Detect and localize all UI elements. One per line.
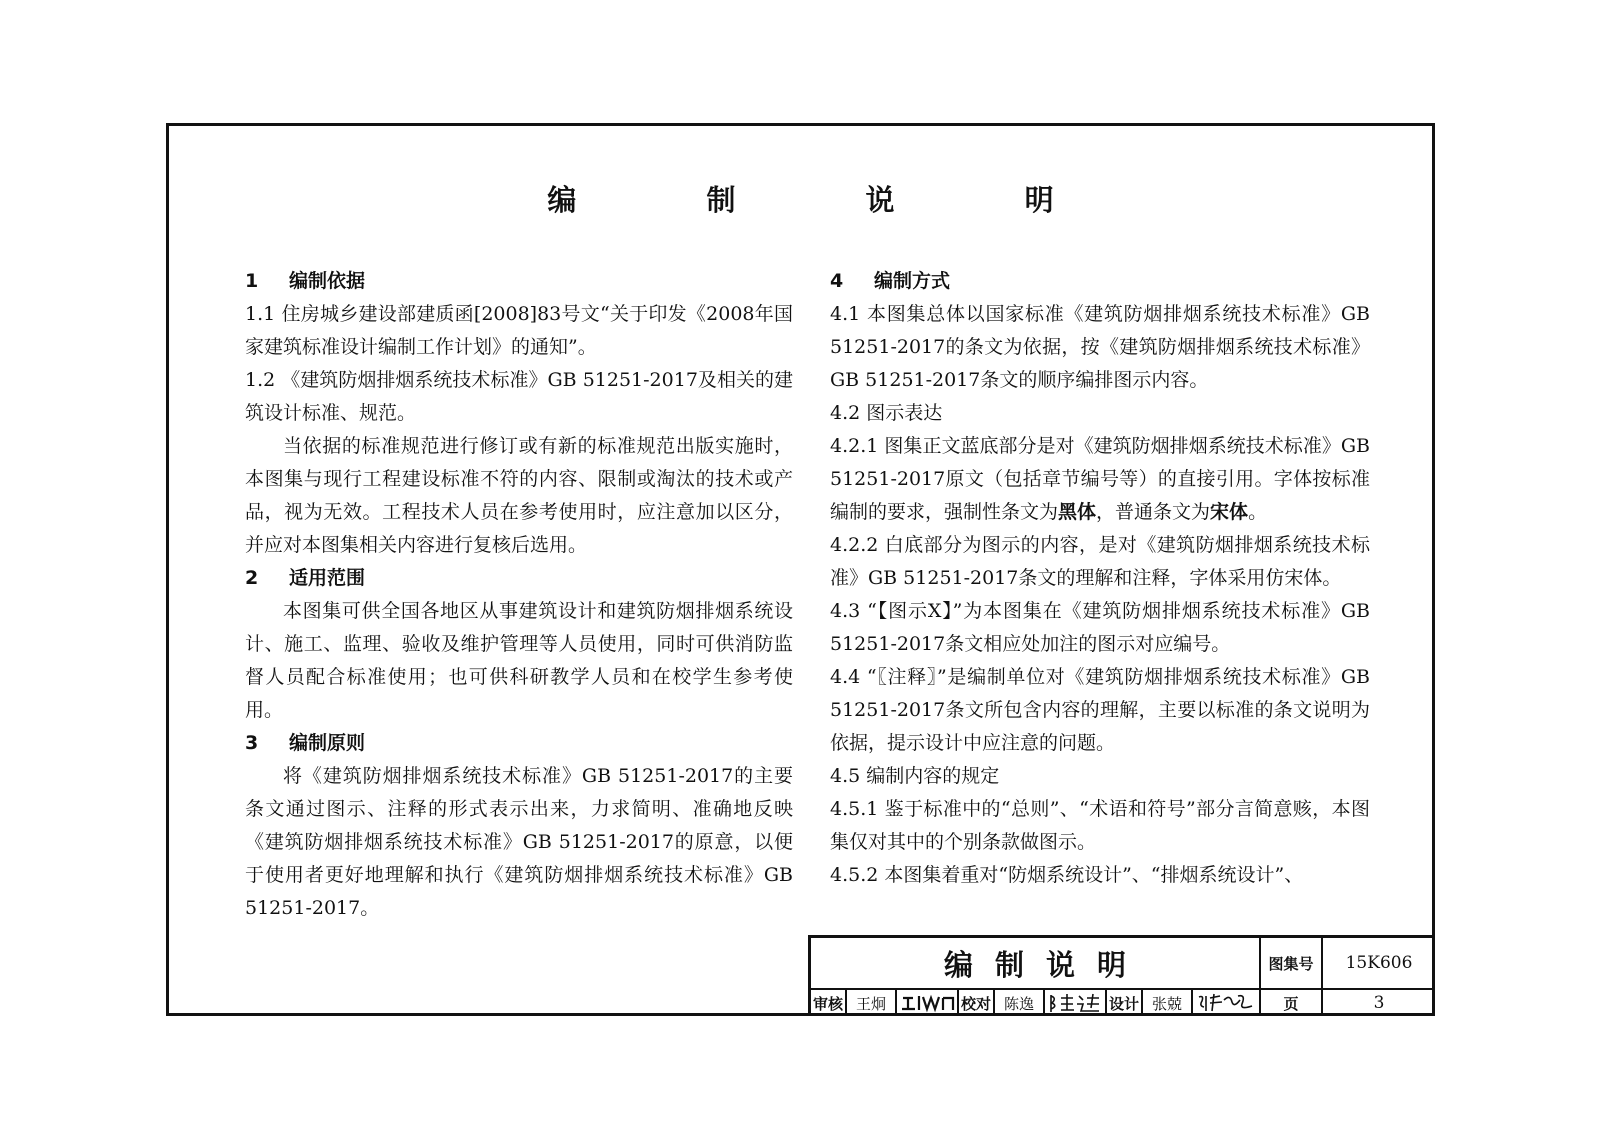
left-column — [245, 265, 793, 925]
paragraph-text: 4.2.1 图集正文蓝底部分是对《建筑防烟排烟系统技术标准》GB 51251-2017原文（包括章节编号等）的直接引用。字体按标准编制的要求，强制性条文为 — [830, 435, 1370, 523]
section-number: 4 — [830, 270, 844, 292]
section-title: 编制原则 — [289, 732, 366, 754]
paragraph-text: ，普通条文为 — [1096, 501, 1211, 523]
checker-name: 陈逸 — [995, 990, 1045, 1016]
designer-signature — [1193, 990, 1261, 1016]
section-heading-4 — [830, 265, 1370, 298]
paragraph-4-4: 4.4 “〖注释〗”是编制单位对《建筑防烟排烟系统技术标准》GB 51251-2017条文所包含内容的理解，主要以标准的条文说明为依据，提示设计中应注意的问题。 — [830, 666, 1370, 754]
paragraph-4-5-1: 4.5.1 鉴于标准中的“总则”、“术语和符号”部分言简意赅，本图集仅对其中的个别条款做图示。 — [830, 798, 1370, 853]
section-heading-1 — [245, 265, 793, 298]
paragraph-1-2: 1.2 《建筑防烟排烟系统技术标准》GB 51251-2017及相关的建筑设计标准、规范。 — [245, 369, 793, 424]
section-number: 3 — [245, 732, 259, 754]
page-number: 3 — [1373, 993, 1385, 1013]
section-title: 编制依据 — [289, 270, 366, 292]
designer-name: 张兢 — [1143, 990, 1193, 1016]
section-number: 2 — [245, 567, 259, 589]
title-block-row-bottom — [811, 990, 1435, 1016]
paragraph-4-2-2: 4.2.2 白底部分为图示的内容，是对《建筑防烟排烟系统技术标准》GB 51251-2017条文的理解和注释，字体采用仿宋体。 — [830, 534, 1370, 589]
reviewer-signature — [897, 990, 959, 1016]
signature-mark — [1047, 992, 1103, 1014]
paragraph-2-1: 本图集可供全国各地区从事建筑设计和建筑防烟排烟系统设计、施工、监理、验收及维护管理等人员使用，同时可供消防监督人员配合标准使用；也可供科研教学人员和在校学生参考使用。 — [245, 600, 793, 721]
paragraph-text: 。 — [1248, 501, 1268, 523]
paragraph-1-1: 1.1 住房城乡建设部建质函[2008]83号文“关于印发《2008年国家建筑标准设计编制工作计划》的通知”。 — [245, 303, 793, 358]
paragraph-4-2: 4.2 图示表达 — [830, 402, 943, 424]
section-heading-3 — [245, 727, 793, 760]
paragraph-4-5-2: 4.5.2 本图集着重对“防烟系统设计”、“排烟系统设计”、 — [830, 864, 1304, 886]
section-title: 编制方式 — [874, 270, 951, 292]
checker-signature — [1045, 990, 1107, 1016]
page-label: 页 — [1261, 990, 1323, 1016]
paragraph-4-3: 4.3 “【图示X】”为本图集在《建筑防烟排烟系统技术标准》GB 51251-2017条文相应处加注的图示对应编号。 — [830, 600, 1370, 655]
paragraph-4-5: 4.5 编制内容的规定 — [830, 765, 1000, 787]
section-number: 1 — [245, 270, 259, 292]
review-label: 审核 — [811, 990, 847, 1016]
reviewer-name: 王炯 — [847, 990, 897, 1016]
signature-mark — [1196, 992, 1256, 1014]
atlas-number: 15K606 — [1345, 953, 1413, 973]
emphasis-heiti: 黑体 — [1058, 501, 1097, 523]
title-block — [808, 935, 1435, 1016]
paragraph-1-note: 当依据的标准规范进行修订或有新的标准规范出版实施时，本图集与现行工程建设标准不符的内容、限制或淘汰的技术或产品，视为无效。工程技术人员在参考使用时，应注意加以区分，并应对本图集相关内容进行复核后选用。 — [245, 435, 793, 556]
paragraph-4-2-1 — [830, 430, 1370, 529]
section-heading-2 — [245, 562, 793, 595]
design-label: 设计 — [1107, 990, 1143, 1016]
paragraph-4-1: 4.1 本图集总体以国家标准《建筑防烟排烟系统技术标准》GB 51251-2017的条文为依据，按《建筑防烟排烟系统技术标准》GB 51251-2017条文的顺序编排图示内容。 — [830, 303, 1370, 391]
title-block-title: 编制说明 — [811, 938, 1261, 988]
signature-mark — [899, 992, 955, 1014]
atlas-number-label: 图集号 — [1261, 938, 1323, 988]
emphasis-songti: 宋体 — [1210, 501, 1249, 523]
section-title: 适用范围 — [289, 567, 366, 589]
check-label: 校对 — [959, 990, 995, 1016]
right-column — [830, 265, 1370, 892]
title-block-row-top — [811, 938, 1435, 990]
paragraph-3-1: 将《建筑防烟排烟系统技术标准》GB 51251-2017的主要条文通过图示、注释的形式表示出来，力求简明、准确地反映《建筑防烟排烟系统技术标准》GB 51251-2017的原意，以便于使用者更好地理解和执行《建筑防烟排烟系统技术标准》GB 51251-2017。 — [245, 765, 793, 919]
page-title: 编 制 说 明 — [547, 183, 1114, 217]
